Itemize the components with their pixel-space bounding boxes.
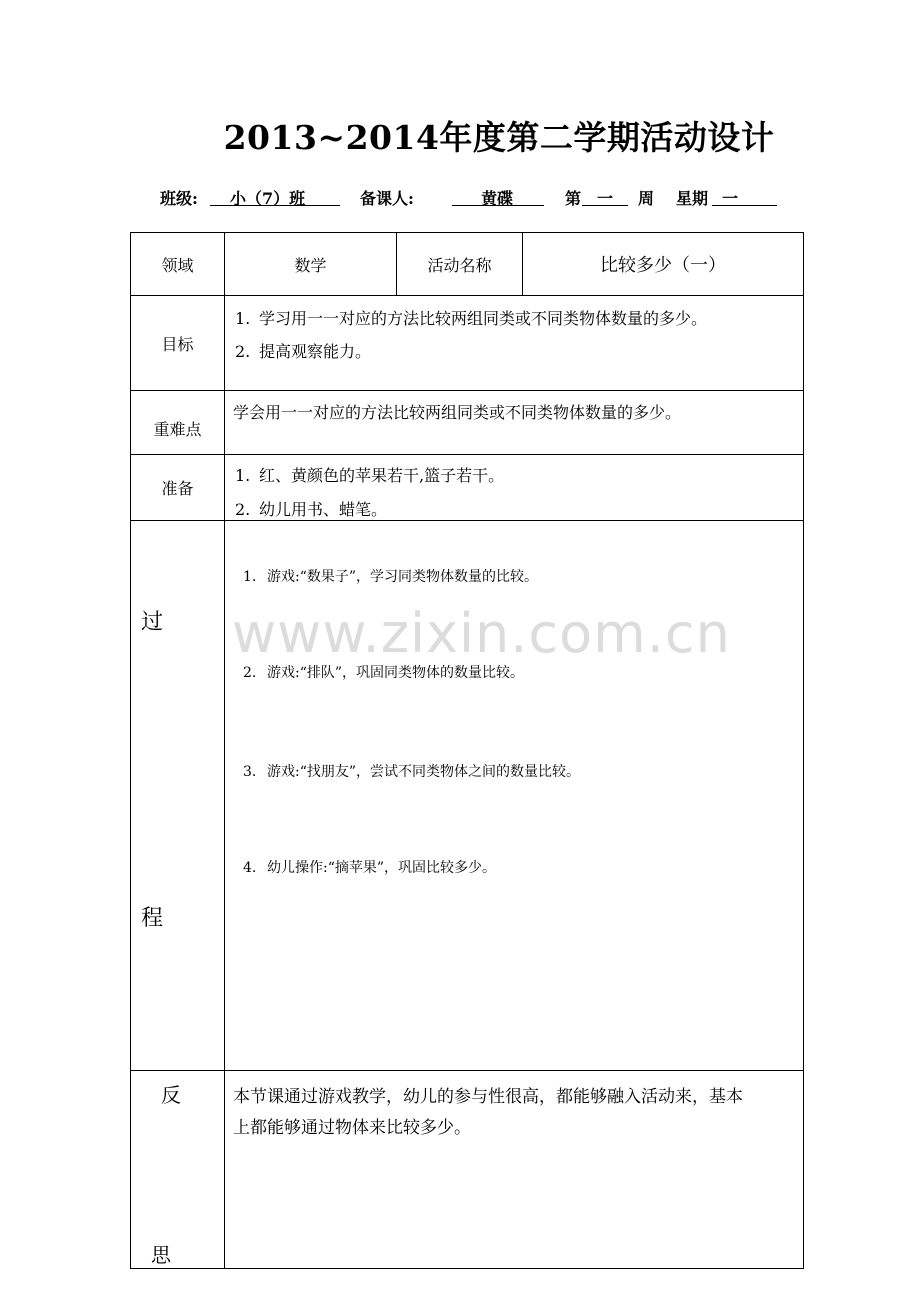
goal-item: 1. 学习用一一对应的方法比较两组同类或不同类物体数量的多少。 (235, 309, 708, 328)
domain-row (131, 233, 804, 296)
difficulty-cell (225, 391, 804, 455)
process-label-top: 过 (141, 610, 164, 635)
domain-value: 数学 (225, 233, 397, 296)
page-title: 2013~2014年度第二学期活动设计 (223, 118, 775, 157)
class-value: 小（7）班 (230, 189, 306, 208)
process-step: 4. 幼儿操作:“摘苹果”，巩固比较多少。 (243, 860, 497, 876)
class-underline (210, 205, 340, 206)
process-step: 2. 游戏:“排队”，巩固同类物体的数量比较。 (243, 665, 525, 681)
teacher-underline (452, 205, 544, 206)
prep-item: 1. 红、黄颜色的苹果若干,篮子若干。 (235, 466, 505, 485)
day-label: 星期 (676, 189, 709, 208)
reflection-label-bottom: 思 (151, 1243, 171, 1267)
goals-cell (225, 296, 804, 391)
prep-item: 2. 幼儿用书、蜡笔。 (235, 500, 388, 519)
goals-row (131, 296, 804, 391)
week-prefix: 第 (565, 189, 582, 208)
difficulty-row (131, 391, 804, 455)
prep-cell (225, 455, 804, 521)
difficulty-text: 学会用一一对应的方法比较两组同类或不同类物体数量的多少。 (233, 403, 682, 422)
activity-label: 活动名称 (397, 233, 523, 296)
week-underline (582, 205, 628, 206)
process-label-bottom: 程 (141, 906, 164, 931)
process-label-cell (131, 521, 225, 1071)
reflection-row (131, 1071, 804, 1269)
watermark-text: www.zixin.com.cn (232, 602, 731, 665)
teacher-value: 黄碟 (481, 189, 514, 208)
activity-table (130, 232, 804, 1269)
reflection-label-cell (131, 1071, 225, 1269)
process-step: 1. 游戏:“数果子”，学习同类物体数量的比较。 (243, 569, 539, 585)
day-underline (712, 205, 777, 206)
activity-value: 比较多少（一） (523, 233, 804, 296)
difficulty-label: 重难点 (131, 391, 225, 455)
process-step: 3. 游戏:“找朋友”，尝试不同类物体之间的数量比较。 (243, 764, 581, 780)
reflection-label-top: 反 (161, 1083, 181, 1107)
goals-label: 目标 (131, 296, 225, 391)
prep-label: 准备 (131, 455, 225, 521)
domain-label: 领域 (131, 233, 225, 296)
week-suffix: 周 (638, 189, 655, 208)
week-value: 一 (597, 189, 614, 208)
reflection-text-line: 上都能够通过物体来比较多少。 (233, 1118, 471, 1138)
reflection-text-line: 本节课通过游戏教学，幼儿的参与性很高，都能够融入活动来，基本 (233, 1087, 743, 1107)
day-value: 一 (722, 189, 739, 208)
class-label: 班级: (160, 189, 198, 208)
teacher-label: 备课人: (360, 189, 414, 208)
goal-item: 2. 提高观察能力。 (235, 342, 372, 361)
reflection-cell (225, 1071, 804, 1269)
prep-row (131, 455, 804, 521)
